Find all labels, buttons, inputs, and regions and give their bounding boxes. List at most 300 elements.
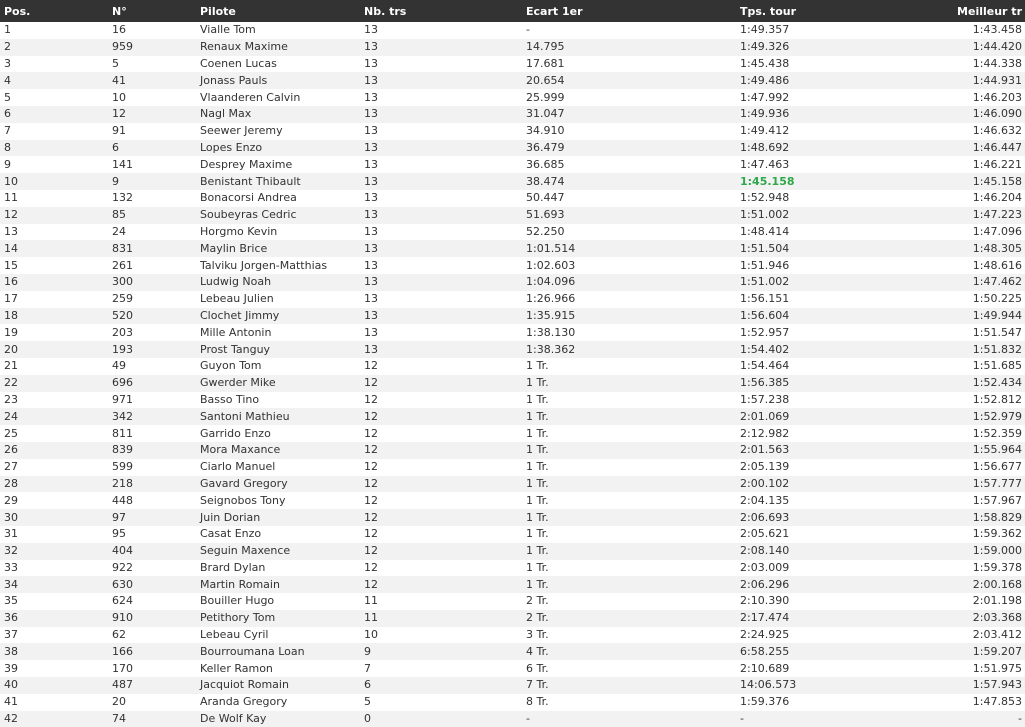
cell-pilote: Soubeyras Cedric [196, 207, 360, 224]
cell-pilote: Petithory Tom [196, 610, 360, 627]
table-row [0, 492, 1025, 509]
cell-best-lap: 1:46.221 [910, 156, 1025, 173]
cell-pilote: Aranda Gregory [196, 694, 360, 711]
cell-num: 166 [108, 643, 196, 660]
cell-pilote: Mora Maxance [196, 442, 360, 459]
cell-gap: - [522, 22, 736, 39]
cell-num: 6 [108, 140, 196, 157]
cell-pos: 17 [0, 291, 108, 308]
cell-lap-time: 2:01.563 [736, 442, 910, 459]
cell-best-lap: 1:47.853 [910, 694, 1025, 711]
cell-num: 85 [108, 207, 196, 224]
cell-num: 922 [108, 560, 196, 577]
cell-gap: 31.047 [522, 106, 736, 123]
cell-num: 300 [108, 274, 196, 291]
cell-laps: 13 [360, 308, 522, 325]
cell-laps: 13 [360, 89, 522, 106]
cell-laps: 12 [360, 526, 522, 543]
cell-laps: 12 [360, 576, 522, 593]
header-best-lap[interactable]: Meilleur tr [910, 0, 1025, 22]
table-row [0, 543, 1025, 560]
cell-laps: 13 [360, 274, 522, 291]
cell-laps: 10 [360, 627, 522, 644]
cell-pos: 8 [0, 140, 108, 157]
cell-laps: 13 [360, 106, 522, 123]
cell-pos: 10 [0, 173, 108, 190]
cell-laps: 13 [360, 224, 522, 241]
cell-laps: 13 [360, 324, 522, 341]
cell-best-lap: 1:52.359 [910, 425, 1025, 442]
table-row [0, 677, 1025, 694]
cell-pilote: Martin Romain [196, 576, 360, 593]
table-row [0, 39, 1025, 56]
cell-num: 12 [108, 106, 196, 123]
cell-num: 5 [108, 56, 196, 73]
cell-best-lap: 2:03.368 [910, 610, 1025, 627]
cell-pilote: Casat Enzo [196, 526, 360, 543]
cell-best-lap: 1:48.305 [910, 240, 1025, 257]
cell-lap-time: 2:00.102 [736, 476, 910, 493]
cell-gap: 52.250 [522, 224, 736, 241]
cell-gap: 17.681 [522, 56, 736, 73]
table-row [0, 324, 1025, 341]
table-row [0, 476, 1025, 493]
cell-best-lap: 1:44.420 [910, 39, 1025, 56]
cell-pilote: Keller Ramon [196, 660, 360, 677]
cell-pos: 39 [0, 660, 108, 677]
cell-lap-time: 2:03.009 [736, 560, 910, 577]
cell-pos: 7 [0, 123, 108, 140]
cell-lap-time: 1:59.376 [736, 694, 910, 711]
cell-pilote: Bouiller Hugo [196, 593, 360, 610]
cell-lap-time: 1:56.604 [736, 308, 910, 325]
cell-gap: 1 Tr. [522, 476, 736, 493]
cell-pos: 27 [0, 459, 108, 476]
table-row [0, 173, 1025, 190]
cell-lap-time: 2:08.140 [736, 543, 910, 560]
cell-lap-time: 2:06.296 [736, 576, 910, 593]
cell-pos: 12 [0, 207, 108, 224]
cell-laps: 12 [360, 543, 522, 560]
cell-lap-time: 1:51.002 [736, 274, 910, 291]
cell-lap-time: 1:51.946 [736, 257, 910, 274]
table-row [0, 341, 1025, 358]
cell-pos: 41 [0, 694, 108, 711]
cell-laps: 13 [360, 240, 522, 257]
cell-num: 342 [108, 408, 196, 425]
cell-best-lap: 1:57.943 [910, 677, 1025, 694]
table-row [0, 257, 1025, 274]
cell-pos: 14 [0, 240, 108, 257]
cell-num: 95 [108, 526, 196, 543]
cell-pilote: Ciarlo Manuel [196, 459, 360, 476]
cell-pilote: Maylin Brice [196, 240, 360, 257]
cell-num: 520 [108, 308, 196, 325]
cell-gap: 1:38.362 [522, 341, 736, 358]
cell-lap-time: 1:45.158 [736, 173, 910, 190]
cell-pos: 6 [0, 106, 108, 123]
cell-pilote: Gavard Gregory [196, 476, 360, 493]
cell-pos: 30 [0, 509, 108, 526]
cell-num: 624 [108, 593, 196, 610]
table-row [0, 627, 1025, 644]
cell-pos: 13 [0, 224, 108, 241]
cell-pilote: Santoni Mathieu [196, 408, 360, 425]
cell-pos: 4 [0, 72, 108, 89]
cell-lap-time: 1:49.412 [736, 123, 910, 140]
cell-lap-time: 1:52.957 [736, 324, 910, 341]
cell-pilote: Talviku Jorgen-Matthias [196, 257, 360, 274]
cell-laps: 12 [360, 492, 522, 509]
cell-pos: 9 [0, 156, 108, 173]
cell-num: 971 [108, 392, 196, 409]
cell-gap: 1:04.096 [522, 274, 736, 291]
cell-best-lap: 1:51.685 [910, 358, 1025, 375]
header-row [0, 0, 1025, 22]
cell-best-lap: 1:43.458 [910, 22, 1025, 39]
cell-best-lap: 1:57.967 [910, 492, 1025, 509]
table-row [0, 442, 1025, 459]
cell-lap-time: 1:54.402 [736, 341, 910, 358]
cell-pilote: Vlaanderen Calvin [196, 89, 360, 106]
cell-pilote: Horgmo Kevin [196, 224, 360, 241]
cell-lap-time: 1:47.992 [736, 89, 910, 106]
cell-best-lap: 2:00.168 [910, 576, 1025, 593]
cell-num: 16 [108, 22, 196, 39]
cell-lap-time: 6:58.255 [736, 643, 910, 660]
cell-laps: 13 [360, 173, 522, 190]
table-row [0, 643, 1025, 660]
cell-pos: 24 [0, 408, 108, 425]
cell-gap: 34.910 [522, 123, 736, 140]
cell-pilote: Basso Tino [196, 392, 360, 409]
cell-lap-time: 1:51.504 [736, 240, 910, 257]
cell-best-lap: 1:48.616 [910, 257, 1025, 274]
cell-gap: 14.795 [522, 39, 736, 56]
cell-pilote: Bourroumana Loan [196, 643, 360, 660]
table-row [0, 156, 1025, 173]
cell-best-lap: 1:59.207 [910, 643, 1025, 660]
table-row [0, 408, 1025, 425]
cell-gap: 2 Tr. [522, 610, 736, 627]
table-row [0, 106, 1025, 123]
cell-lap-time: 1:48.692 [736, 140, 910, 157]
header-num[interactable]: N° [108, 0, 196, 22]
table-row [0, 274, 1025, 291]
table-row [0, 291, 1025, 308]
cell-lap-time: 1:49.936 [736, 106, 910, 123]
cell-laps: 12 [360, 375, 522, 392]
cell-num: 20 [108, 694, 196, 711]
cell-num: 259 [108, 291, 196, 308]
table-row [0, 22, 1025, 39]
cell-pilote: Nagl Max [196, 106, 360, 123]
cell-num: 10 [108, 89, 196, 106]
cell-num: 193 [108, 341, 196, 358]
table-row [0, 358, 1025, 375]
cell-lap-time: 1:56.385 [736, 375, 910, 392]
cell-gap: 1 Tr. [522, 392, 736, 409]
cell-num: 448 [108, 492, 196, 509]
table-row [0, 56, 1025, 73]
table-row [0, 576, 1025, 593]
cell-lap-time: 1:45.438 [736, 56, 910, 73]
cell-pos: 23 [0, 392, 108, 409]
cell-best-lap: 1:47.096 [910, 224, 1025, 241]
cell-pos: 38 [0, 643, 108, 660]
cell-gap: 1 Tr. [522, 375, 736, 392]
cell-num: 74 [108, 711, 196, 727]
cell-best-lap: 1:59.000 [910, 543, 1025, 560]
cell-gap: 1 Tr. [522, 509, 736, 526]
cell-gap: 1:01.514 [522, 240, 736, 257]
cell-laps: 13 [360, 207, 522, 224]
cell-lap-time: 2:24.925 [736, 627, 910, 644]
cell-pilote: Renaux Maxime [196, 39, 360, 56]
cell-lap-time: 1:49.486 [736, 72, 910, 89]
cell-lap-time: 1:52.948 [736, 190, 910, 207]
cell-gap: 1:35.915 [522, 308, 736, 325]
cell-laps: 12 [360, 408, 522, 425]
cell-pos: 34 [0, 576, 108, 593]
cell-gap: 2 Tr. [522, 593, 736, 610]
cell-gap: 1:38.130 [522, 324, 736, 341]
header-lap-time[interactable]: Tps. tour [736, 0, 910, 22]
cell-num: 404 [108, 543, 196, 560]
cell-gap: 6 Tr. [522, 660, 736, 677]
cell-pos: 19 [0, 324, 108, 341]
cell-lap-time: 2:05.621 [736, 526, 910, 543]
cell-lap-time: 1:48.414 [736, 224, 910, 241]
cell-gap: 1 Tr. [522, 526, 736, 543]
table-row [0, 72, 1025, 89]
cell-lap-time: 1:57.238 [736, 392, 910, 409]
cell-lap-time: 1:56.151 [736, 291, 910, 308]
cell-best-lap: 1:44.931 [910, 72, 1025, 89]
cell-laps: 11 [360, 593, 522, 610]
cell-pos: 26 [0, 442, 108, 459]
cell-laps: 6 [360, 677, 522, 694]
cell-lap-time: 1:51.002 [736, 207, 910, 224]
cell-gap: 8 Tr. [522, 694, 736, 711]
cell-gap: 50.447 [522, 190, 736, 207]
cell-best-lap: 1:50.225 [910, 291, 1025, 308]
cell-best-lap: 1:44.338 [910, 56, 1025, 73]
cell-num: 218 [108, 476, 196, 493]
cell-laps: 13 [360, 22, 522, 39]
cell-pilote: Ludwig Noah [196, 274, 360, 291]
cell-pos: 2 [0, 39, 108, 56]
cell-num: 487 [108, 677, 196, 694]
cell-pilote: Benistant Thibault [196, 173, 360, 190]
cell-lap-time: 2:17.474 [736, 610, 910, 627]
table-row [0, 224, 1025, 241]
table-row [0, 140, 1025, 157]
cell-best-lap: 1:49.944 [910, 308, 1025, 325]
cell-lap-time: 2:04.135 [736, 492, 910, 509]
cell-best-lap: 2:03.412 [910, 627, 1025, 644]
cell-gap: 1 Tr. [522, 358, 736, 375]
table-row [0, 660, 1025, 677]
cell-gap: 1 Tr. [522, 492, 736, 509]
cell-num: 97 [108, 509, 196, 526]
cell-lap-time: 1:47.463 [736, 156, 910, 173]
cell-num: 959 [108, 39, 196, 56]
cell-pilote: Lebeau Cyril [196, 627, 360, 644]
cell-pos: 15 [0, 257, 108, 274]
cell-pos: 5 [0, 89, 108, 106]
cell-best-lap: 1:51.832 [910, 341, 1025, 358]
cell-pos: 22 [0, 375, 108, 392]
cell-gap: 7 Tr. [522, 677, 736, 694]
table-row [0, 89, 1025, 106]
cell-pos: 31 [0, 526, 108, 543]
cell-num: 9 [108, 173, 196, 190]
cell-laps: 11 [360, 610, 522, 627]
cell-gap: 51.693 [522, 207, 736, 224]
cell-pilote: Bonacorsi Andrea [196, 190, 360, 207]
cell-laps: 13 [360, 123, 522, 140]
table-row [0, 123, 1025, 140]
cell-lap-time: 2:05.139 [736, 459, 910, 476]
cell-pilote: Juin Dorian [196, 509, 360, 526]
cell-pos: 35 [0, 593, 108, 610]
table-row [0, 610, 1025, 627]
table-row [0, 526, 1025, 543]
cell-best-lap: 1:47.223 [910, 207, 1025, 224]
cell-num: 831 [108, 240, 196, 257]
cell-laps: 0 [360, 711, 522, 727]
table-row [0, 694, 1025, 711]
table-body [0, 22, 1025, 727]
header-pos[interactable]: Pos. [0, 0, 108, 22]
cell-num: 141 [108, 156, 196, 173]
cell-num: 261 [108, 257, 196, 274]
cell-num: 203 [108, 324, 196, 341]
table-row [0, 425, 1025, 442]
table-row [0, 509, 1025, 526]
table-row [0, 375, 1025, 392]
cell-pos: 1 [0, 22, 108, 39]
table-row [0, 593, 1025, 610]
cell-laps: 12 [360, 459, 522, 476]
cell-num: 630 [108, 576, 196, 593]
cell-gap: 3 Tr. [522, 627, 736, 644]
cell-pilote: Vialle Tom [196, 22, 360, 39]
cell-laps: 13 [360, 257, 522, 274]
cell-laps: 12 [360, 392, 522, 409]
cell-pilote: Jacquiot Romain [196, 677, 360, 694]
cell-laps: 12 [360, 476, 522, 493]
cell-lap-time: 2:06.693 [736, 509, 910, 526]
table-row [0, 459, 1025, 476]
header-pilote[interactable]: Pilote [196, 0, 360, 22]
cell-num: 49 [108, 358, 196, 375]
cell-best-lap: 1:55.964 [910, 442, 1025, 459]
cell-gap: 1:26.966 [522, 291, 736, 308]
cell-pilote: Seignobos Tony [196, 492, 360, 509]
cell-num: 62 [108, 627, 196, 644]
cell-pilote: Desprey Maxime [196, 156, 360, 173]
cell-pos: 28 [0, 476, 108, 493]
cell-laps: 12 [360, 442, 522, 459]
table-row [0, 308, 1025, 325]
cell-best-lap: 1:52.979 [910, 408, 1025, 425]
cell-best-lap: 1:51.975 [910, 660, 1025, 677]
cell-pilote: Seewer Jeremy [196, 123, 360, 140]
cell-best-lap: 1:46.447 [910, 140, 1025, 157]
cell-laps: 12 [360, 509, 522, 526]
cell-best-lap: 1:56.677 [910, 459, 1025, 476]
cell-gap: - [522, 711, 736, 727]
cell-lap-time: 2:01.069 [736, 408, 910, 425]
cell-laps: 13 [360, 341, 522, 358]
header-gap[interactable]: Ecart 1er [522, 0, 736, 22]
cell-laps: 5 [360, 694, 522, 711]
cell-laps: 13 [360, 56, 522, 73]
cell-laps: 13 [360, 291, 522, 308]
cell-num: 91 [108, 123, 196, 140]
cell-gap: 25.999 [522, 89, 736, 106]
cell-best-lap: 1:46.204 [910, 190, 1025, 207]
cell-gap: 20.654 [522, 72, 736, 89]
cell-pilote: Mille Antonin [196, 324, 360, 341]
cell-best-lap: - [910, 711, 1025, 727]
cell-gap: 36.685 [522, 156, 736, 173]
cell-gap: 38.474 [522, 173, 736, 190]
cell-gap: 36.479 [522, 140, 736, 157]
cell-best-lap: 1:57.777 [910, 476, 1025, 493]
table-row [0, 207, 1025, 224]
cell-best-lap: 1:45.158 [910, 173, 1025, 190]
cell-best-lap: 1:46.090 [910, 106, 1025, 123]
cell-pilote: Prost Tanguy [196, 341, 360, 358]
cell-pos: 29 [0, 492, 108, 509]
cell-best-lap: 1:59.362 [910, 526, 1025, 543]
cell-best-lap: 1:46.632 [910, 123, 1025, 140]
table-row [0, 560, 1025, 577]
cell-num: 170 [108, 660, 196, 677]
cell-lap-time: 2:12.982 [736, 425, 910, 442]
cell-pilote: Coenen Lucas [196, 56, 360, 73]
cell-pilote: Jonass Pauls [196, 72, 360, 89]
cell-gap: 1 Tr. [522, 560, 736, 577]
cell-num: 696 [108, 375, 196, 392]
table-row [0, 392, 1025, 409]
cell-lap-time: - [736, 711, 910, 727]
cell-lap-time: 1:54.464 [736, 358, 910, 375]
cell-pos: 16 [0, 274, 108, 291]
cell-pos: 40 [0, 677, 108, 694]
cell-best-lap: 1:52.812 [910, 392, 1025, 409]
cell-laps: 7 [360, 660, 522, 677]
cell-pos: 37 [0, 627, 108, 644]
cell-gap: 4 Tr. [522, 643, 736, 660]
header-laps[interactable]: Nb. trs [360, 0, 522, 22]
cell-num: 132 [108, 190, 196, 207]
cell-pos: 20 [0, 341, 108, 358]
cell-pos: 11 [0, 190, 108, 207]
cell-pilote: Gwerder Mike [196, 375, 360, 392]
cell-pilote: Garrido Enzo [196, 425, 360, 442]
cell-num: 811 [108, 425, 196, 442]
cell-gap: 1 Tr. [522, 408, 736, 425]
table-header [0, 0, 1025, 22]
cell-gap: 1 Tr. [522, 543, 736, 560]
cell-num: 599 [108, 459, 196, 476]
cell-num: 839 [108, 442, 196, 459]
cell-best-lap: 1:58.829 [910, 509, 1025, 526]
